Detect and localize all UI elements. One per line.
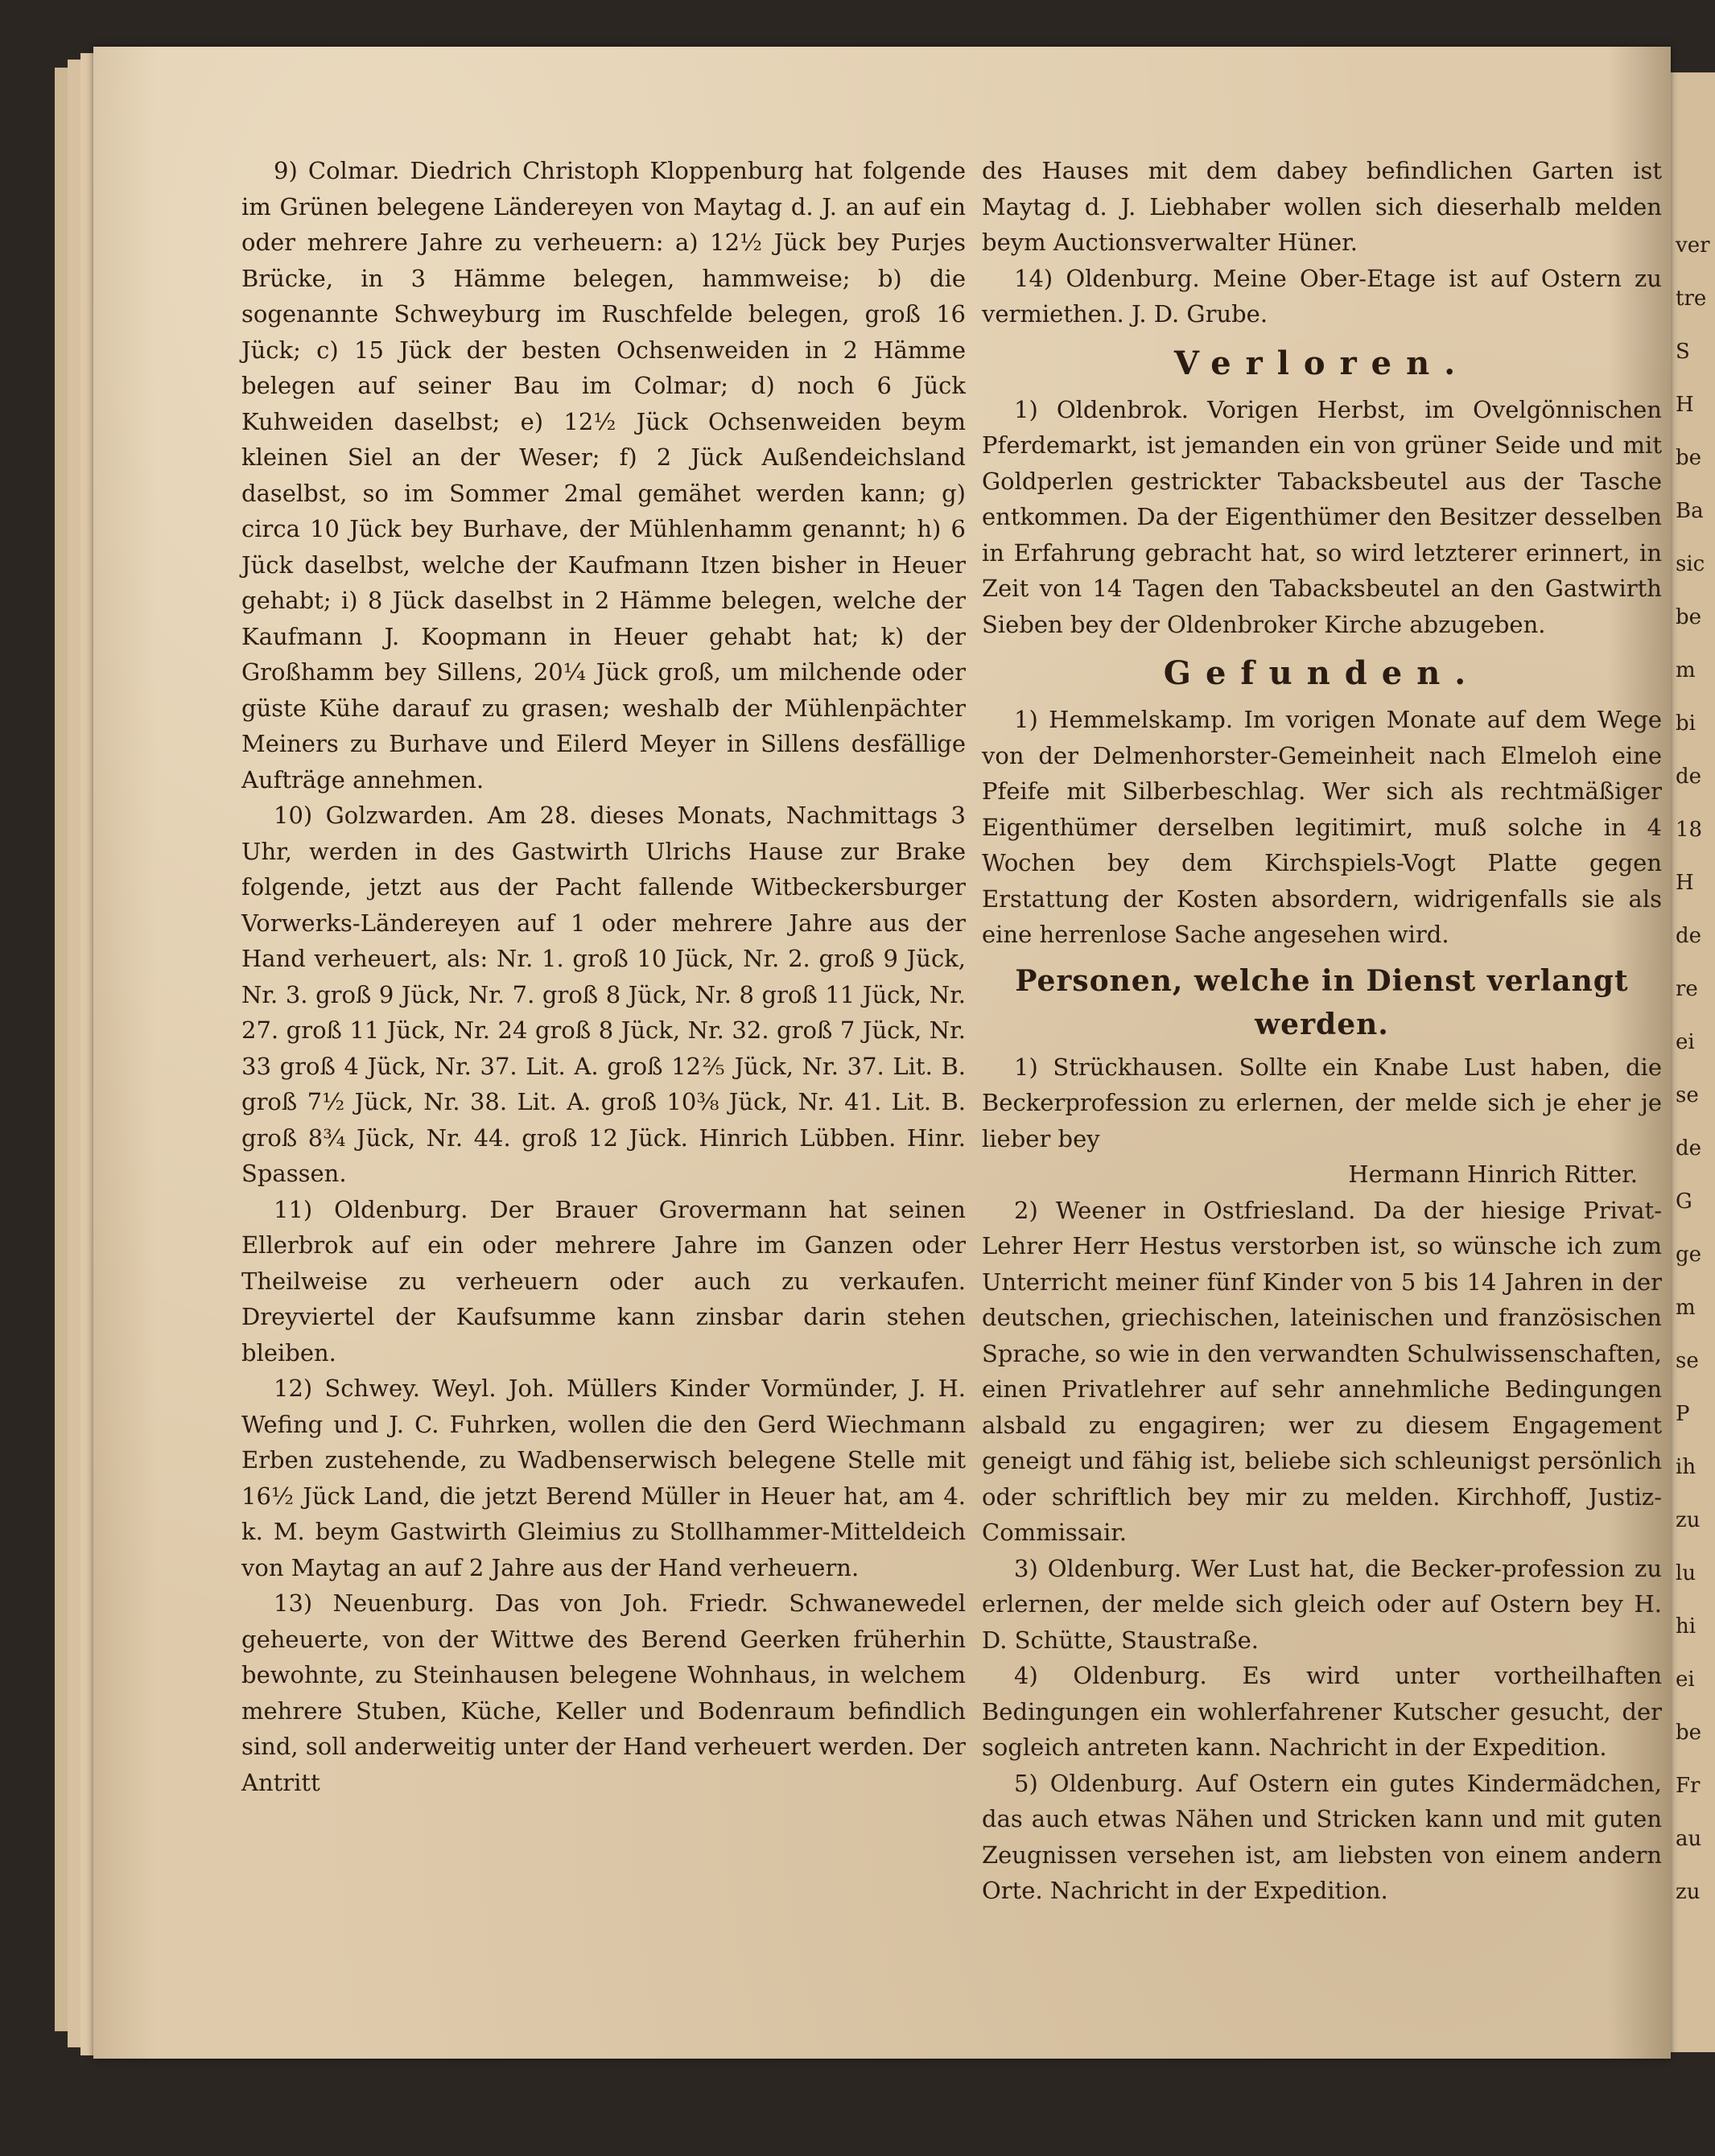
next-page-fragment: S bbox=[1676, 340, 1690, 364]
next-page-fragment: tre bbox=[1676, 287, 1707, 311]
notice-neuenburg-cont: des Hauses mit dem dabey befindlichen Garten ist Maytag d. J. Liebhaber wollen sich dieserhalb melden beym Auctionsverwalter Hüner. bbox=[982, 157, 1662, 256]
next-page-fragment: au bbox=[1676, 1827, 1702, 1851]
next-page-fragment: Fr bbox=[1676, 1774, 1701, 1798]
next-page-fragment: zu bbox=[1676, 1880, 1701, 1904]
next-page-fragment: Ba bbox=[1676, 499, 1704, 523]
next-page-fragment: m bbox=[1676, 658, 1696, 682]
notice-colmar: 9) Colmar. Diedrich Christoph Kloppenburg hat folgende im Grünen belegene Ländereyen von Maytag d. J. an auf ein oder mehrere Jahre zu verheuern: a) 12½ Jück bey Purjes Brücke, in 3 Hämme belegen, hammweise; b) die sogenannte Schweyburg im Ruschfelde belegen, groß 16 Jück; c) 15 Jück der besten Ochsenweiden in 2 Hämme belegen auf seiner Bau im Colmar; d) noch 6 Jück Kuhweiden daselbst; e) 12½ Jück Ochsenweiden beym kleinen Siel an der Weser; f) 2 Jück Außendeichsland daselbst, so im Sommer 2mal gemähet werden kann; g) circa 10 Jück bey Burhave, der Mühlenhamm genannt; h) 6 Jück daselbst, welche der Kaufmann Itzen bisher in Heuer gehabt; i) 8 Jück daselbst in 2 Hämme belegen, welche der Kaufmann J. Koopmann in Heuer gehabt hat; k) der Großhamm bey Sillens, 20¼ Jück groß, um milchende oder güste Kühe darauf zu grasen; weshalb der Mühlenpächter Meiners zu Burhave und Eilerd Meyer in Sillens desfällige Aufträge annehmen. bbox=[241, 157, 966, 794]
next-page-fragment: be bbox=[1676, 1721, 1702, 1745]
notice-golzwarden: 10) Golzwarden. Am 28. dieses Monats, Nachmittags 3 Uhr, werden in des Gastwirth Ulrichs Hause zur Brake folgende, jetzt aus der Pacht fallende Witbeckersburger Vorwerks-Ländereyen auf 1 oder mehrere Jahre aus der Hand verheuert, als: Nr. 1. groß 10 Jück, Nr. 2. groß 9 Jück, Nr. 3. groß 9 Jück, Nr. 7. groß 8 Jück, Nr. 8 groß 11 Jück, Nr. 27. groß 11 Jück, Nr. 24 groß 8 Jück, Nr. 32. groß 7 Jück, Nr. 33 groß 4 Jück, Nr. 37. Lit. A. groß 12⅖ Jück, Nr. 37. Lit. B. groß 7½ Jück, Nr. 38. Lit. A. groß 10⅜ Jück, Nr. 41. Lit. B. groß 8¾ Jück, Nr. 44. groß 12 Jück. Hinrich Lübben. Hinr. Spassen. bbox=[241, 802, 966, 1187]
notice-oldenburg-5: 5) Oldenburg. Auf Ostern ein gutes Kindermädchen, das auch etwas Nähen und Stricken kann und mit guten Zeugnissen versehen ist, am liebsten von einem andern Orte. Nachricht in der Expedition. bbox=[982, 1769, 1662, 1904]
next-page-fragment: sic bbox=[1676, 552, 1705, 576]
notice-oldenburg-4: 4) Oldenburg. Es wird unter vortheilhaften Bedingungen ein wohlerfahrener Kutscher gesucht, der sogleich antreten kann. Nachricht in der Expedition. bbox=[982, 1662, 1662, 1761]
notice-oldenburg-14: 14) Oldenburg. Meine Ober-Etage ist auf Ostern zu vermiethen. J. D. Grube. bbox=[982, 264, 1662, 328]
next-page-fragment: be bbox=[1676, 446, 1702, 470]
next-page-fragment: H bbox=[1676, 393, 1694, 417]
next-page-fragment: de bbox=[1676, 924, 1702, 948]
next-page-fragment: zu bbox=[1676, 1508, 1701, 1532]
notice-schwey: 12) Schwey. Weyl. Joh. Müllers Kinder Vormünder, J. H. Wefing und J. C. Fuhrken, wollen die den Gerd Wiechmann Erben zustehende, zu Wadbenserwisch belegene Stelle mit 16½ Jück Land, die jetzt Berend Müller in Heuer hat, am 4. k. M. beym Gastwirth Gleimius zu Stollhammer-Mitteldeich von Maytag an auf 2 Jahre aus der Hand verheuern. bbox=[241, 1375, 966, 1581]
notice-oldenburg-11: 11) Oldenburg. Der Brauer Grovermann hat seinen Ellerbrok auf ein oder mehrere Jahre im Ganzen oder Theilweise zu verheuern oder auch zu verkaufen. Dreyviertel der Kaufsumme kann zinsbar darin stehen bleiben. bbox=[241, 1195, 966, 1367]
next-page-fragment: se bbox=[1676, 1083, 1699, 1107]
notice-oldenbrok: 1) Oldenbrok. Vorigen Herbst, im Ovelgönnischen Pferdemarkt, ist jemanden ein von grüner Seide und mit Goldperlen gestrickter Tabacksbeutel aus der Tasche entkommen. Da der Eigenthümer den Besitzer desselben in Erfahrung gebracht hat, so wird letzterer erinnert, in Zeit von 14 Tagen den Tabacksbeutel an den Gastwirth Sieben bey der Oldenbroker Kirche abzugeben. bbox=[982, 395, 1662, 638]
next-page-fragment: m bbox=[1676, 1296, 1696, 1320]
signature-ritter: Hermann Hinrich Ritter. bbox=[1348, 1160, 1638, 1188]
next-page-fragment: P bbox=[1676, 1402, 1690, 1426]
section-heading-lost: Verloren. bbox=[1173, 344, 1470, 382]
next-page-edge bbox=[1664, 72, 1715, 2052]
next-page-fragment: H bbox=[1676, 871, 1694, 895]
next-page-fragment: re bbox=[1676, 977, 1698, 1001]
left-column bbox=[241, 153, 966, 1800]
next-page-fragment: ge bbox=[1676, 1243, 1702, 1267]
notice-weener: 2) Weener in Ostfriesland. Da der hiesige Privat-Lehrer Herr Hestus verstorben ist, so wünsche ich zum Unterricht meiner fünf Kinder von 5 bis 14 Jahren in der deutschen, griechischen, lateinischen und französischen Sprache, so wie in den verwandten Schulwissenschaften, einen Privatlehrer auf sehr annehmliche Bedingungen alsbald zu engagiren; wer zu diesem Engagement geneigt und fähig ist, beliebe sich schleunigst persönlich oder schriftlich bey mir zu melden. Kirchhoff, Justiz-Commissair. bbox=[982, 1196, 1662, 1546]
notice-neuenburg: 13) Neuenburg. Das von Joh. Friedr. Schwanewedel geheuerte, von der Wittwe des Berend Geerken früherhin bewohnte, zu Steinhausen belegene Wohnhaus, in welchem mehrere Stuben, Küche, Keller und Bodenraum befindlich sind, soll anderweitig unter der Hand verheuert werden. Der Antritt bbox=[241, 1589, 966, 1796]
section-heading-service: Personen, welche in Dienst verlangt werden. bbox=[1015, 963, 1629, 1041]
next-page-fragment: ver bbox=[1676, 233, 1710, 258]
notice-hemmelskamp: 1) Hemmelskamp. Im vorigen Monate auf dem Wege von der Delmenhorster-Gemeinheit nach Elmeloh eine Pfeife mit Silberbeschlag. Wer sich als rechtmäßiger Eigenthümer derselben legitimirt, muß solche in 4 Wochen bey dem Kirchspiels-Vogt Platte gegen Erstattung der Kosten absordern, widrigenfalls sie als eine herrenlose Sache angesehen wird. bbox=[982, 706, 1662, 948]
next-page-fragment: de bbox=[1676, 765, 1702, 789]
next-page-fragment: hi bbox=[1676, 1614, 1696, 1639]
next-page-fragment: se bbox=[1676, 1349, 1699, 1373]
right-column bbox=[982, 153, 1662, 1909]
notice-strueckhausen: 1) Strückhausen. Sollte ein Knabe Lust haben, die Beckerprofession zu erlernen, der melde sich je eher je lieber bey bbox=[982, 1053, 1662, 1152]
next-page-fragment: de bbox=[1676, 1136, 1702, 1160]
next-page-fragment: 18 bbox=[1676, 818, 1703, 842]
section-heading-found: Gefunden. bbox=[1163, 654, 1481, 692]
next-page-fragment: be bbox=[1676, 605, 1702, 629]
next-page-fragment: lu bbox=[1676, 1561, 1696, 1585]
next-page-fragment: ei bbox=[1676, 1030, 1695, 1054]
next-page-fragment: ih bbox=[1676, 1455, 1696, 1479]
next-page-fragment: G bbox=[1676, 1189, 1692, 1214]
notice-oldenburg-3: 3) Oldenburg. Wer Lust hat, die Becker-profession zu erlernen, der melde sich gleich oder auf Ostern bey H. D. Schütte, Staustraße. bbox=[982, 1554, 1662, 1654]
next-page-fragment: ei bbox=[1676, 1667, 1695, 1692]
next-page-fragment: bi bbox=[1676, 711, 1696, 736]
